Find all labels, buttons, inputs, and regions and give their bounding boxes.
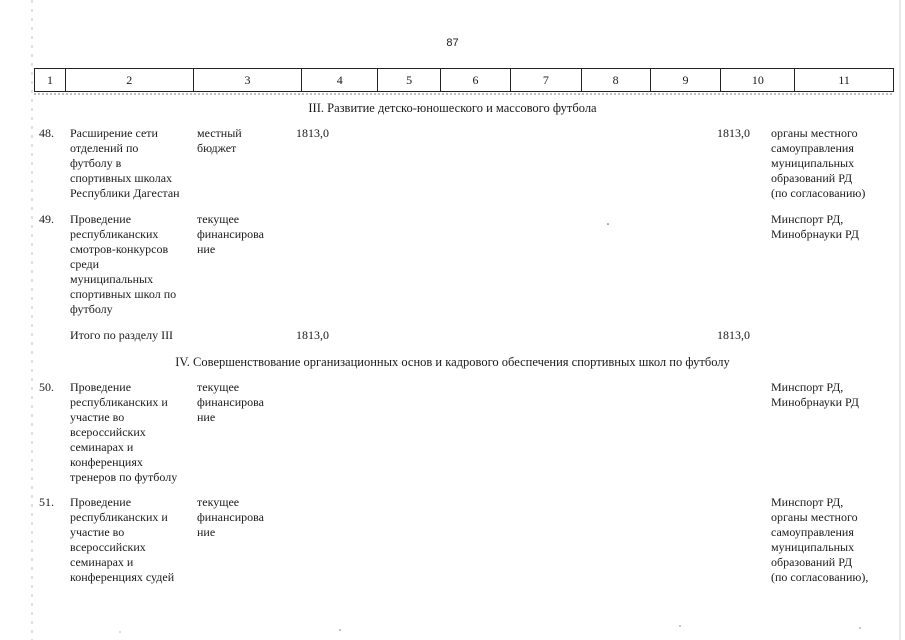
row-responsible-line: органы местного <box>771 510 858 524</box>
header-col-5: 5 <box>378 69 441 91</box>
row-responsible-line: органы местного <box>771 126 858 140</box>
row-number: 48. <box>39 126 54 140</box>
row-source-line: текущее <box>197 212 240 226</box>
row-source-line: ние <box>197 525 216 539</box>
row-responsible-line: Минобрнауки РД <box>771 227 859 241</box>
header-col-10: 10 <box>721 69 795 91</box>
row-name-line: семинарах и <box>70 555 134 569</box>
row-name-line: тренеров по футболу <box>70 470 178 484</box>
row-name-line: спортивных школ по <box>70 287 177 301</box>
row-name-line: всероссийских <box>70 425 146 439</box>
row-responsible-line: (по согласованию) <box>771 186 866 200</box>
row-number: 49. <box>39 212 54 226</box>
row-name <box>70 380 195 485</box>
row-name <box>70 212 195 317</box>
row-name-line: среди <box>70 257 100 271</box>
row-responsible-line: муниципальных <box>771 540 855 554</box>
row-source-line: местный <box>197 126 242 140</box>
row-name-line: всероссийских <box>70 540 146 554</box>
row-col10-value: 1813,0 <box>717 126 750 140</box>
row-name-line: Проведение <box>70 212 132 226</box>
row-name-line: Расширение сети <box>70 126 158 140</box>
row-name-line: Проведение <box>70 495 132 509</box>
row-name-line: смотров-конкурсов <box>70 242 169 256</box>
header-col-1: 1 <box>35 69 66 91</box>
total-label: Итого по разделу III <box>70 328 174 342</box>
row-responsible <box>771 212 901 242</box>
row-responsible-line: образований РД <box>771 171 853 185</box>
total-col10-value: 1813,0 <box>717 328 750 342</box>
row-responsible-line: Минспорт РД, <box>771 380 844 394</box>
row-funding-source <box>197 126 282 156</box>
header-col-4: 4 <box>302 69 378 91</box>
row-name <box>70 495 195 585</box>
row-funding-source <box>197 495 282 540</box>
section-title-iii: III. Развитие детско-юношеского и массового футбола <box>308 101 597 115</box>
row-source-line: текущее <box>197 380 240 394</box>
header-col-7: 7 <box>511 69 582 91</box>
row-source-line: финансирова <box>197 510 264 524</box>
row-responsible-line: самоуправления <box>771 141 854 155</box>
row-source-line: финансирова <box>197 395 264 409</box>
row-name <box>70 126 195 201</box>
row-name-line: конференциях <box>70 455 143 469</box>
row-responsible-line: (по согласованию), <box>771 570 869 584</box>
row-responsible <box>771 126 901 201</box>
row-name-line: семинарах и <box>70 440 134 454</box>
row-number: 51. <box>39 495 54 509</box>
row-source-line: ние <box>197 410 216 424</box>
header-col-8: 8 <box>582 69 651 91</box>
row-name-line: футболу в <box>70 156 122 170</box>
row-source-line: ние <box>197 242 216 256</box>
row-name-line: муниципальных <box>70 272 154 286</box>
row-name-line: участие во <box>70 525 125 539</box>
header-col-9: 9 <box>651 69 722 91</box>
page-number: 87 <box>446 37 459 49</box>
row-responsible-line: Минспорт РД, <box>771 212 844 226</box>
row-responsible-line: Минобрнауки РД <box>771 395 859 409</box>
row-source-line: финансирова <box>197 227 264 241</box>
row-name-line: республиканских <box>70 227 159 241</box>
row-responsible <box>771 495 901 585</box>
row-responsible <box>771 380 901 410</box>
total-col4-value: 1813,0 <box>296 328 329 342</box>
header-col-11: 11 <box>838 72 850 87</box>
section-title-iv: IV. Совершенствование организационных основ и кадрового обеспечения спортивных школ по футболу <box>175 355 730 369</box>
row-responsible-line: самоуправления <box>771 525 854 539</box>
row-funding-source <box>197 380 282 425</box>
row-col4-value: 1813,0 <box>296 126 329 140</box>
row-name-line: участие во <box>70 410 125 424</box>
header-col-6: 6 <box>441 69 511 91</box>
row-responsible-line: Минспорт РД, <box>771 495 844 509</box>
header-col-2: 2 <box>66 69 194 91</box>
row-responsible-line: муниципальных <box>771 156 855 170</box>
row-name-line: спортивных школах <box>70 171 173 185</box>
row-name-line: конференциях судей <box>70 570 175 584</box>
row-name-line: отделений по <box>70 141 139 155</box>
row-name-line: футболу <box>70 302 113 316</box>
row-name-line: республиканских и <box>70 395 168 409</box>
row-source-line: бюджет <box>197 141 237 155</box>
row-number: 50. <box>39 380 54 394</box>
row-name-line: Республики Дагестан <box>70 186 180 200</box>
row-source-line: текущее <box>197 495 240 509</box>
row-name-line: Проведение <box>70 380 132 394</box>
row-name-line: республиканских и <box>70 510 168 524</box>
row-funding-source <box>197 212 282 257</box>
row-responsible-line: образований РД <box>771 555 853 569</box>
table-header-row <box>34 68 894 92</box>
header-col-3: 3 <box>194 69 303 91</box>
